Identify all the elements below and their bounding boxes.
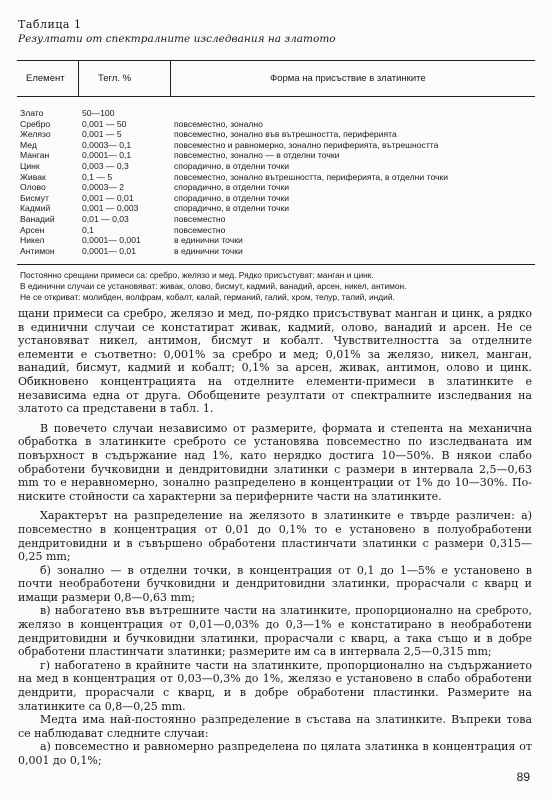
table-cell-content: 0,0003— 0,1 xyxy=(82,139,132,150)
table-label: Таблица 1 xyxy=(18,18,82,31)
table-notes xyxy=(20,270,532,302)
table-row xyxy=(20,203,532,214)
table-header-content: Тегл. % xyxy=(98,73,132,84)
table-row xyxy=(20,129,532,140)
table-cell-form: спорадично, в отделни точки xyxy=(174,160,289,171)
table-cell-form: повсеместно, зонално вътрешността, периферията, в отделни точки xyxy=(174,171,449,182)
table-cell-content: 0,0001— 0,01 xyxy=(82,245,136,256)
table-row xyxy=(20,108,532,119)
table-row xyxy=(20,140,532,151)
table-note: Постоянно срещани примеси са: сребро, желязо и мед. Рядко присъстуват: манган и цинк. xyxy=(20,270,374,280)
table-row xyxy=(20,182,532,193)
table-row xyxy=(20,235,532,246)
table-cell-content: 0,001 — 50 xyxy=(82,118,127,129)
table-cell-form: спорадично, в отделни точки xyxy=(174,182,289,193)
paragraph: а) повсеместно и равномерно разпределена по цялата златинка в концентрация от 0,001 до 0,1%; xyxy=(18,740,532,767)
table-cell-element: Бисмут xyxy=(20,192,49,203)
table-cell-element: Манган xyxy=(20,150,50,161)
table-cell-content: 0,1 — 5 xyxy=(82,171,113,182)
table-row xyxy=(20,161,532,172)
table-cell-element: Антимон xyxy=(20,245,55,256)
table-row xyxy=(20,246,532,257)
table-cell-content: 0,001 — 0,01 xyxy=(82,192,134,203)
table-cell-form: повсеместно и равномерно, зонално периферията, вътрешността xyxy=(174,139,439,150)
table-cell-content: 0,0003— 2 xyxy=(82,182,125,193)
table-body xyxy=(20,108,532,256)
paragraph: в) набогатено във вътрешните части на златинките, пропорционално на среброто, желязо в концентрация от 0,01—0,03% до 0,3—1% е констатирано в необработени дендритовидни и бучковидни златинки, прорасчали с кварц, а така също и в добре обработени пластинчати златинки; размерите им са в интервала 2,5—0,315 mm; xyxy=(18,604,532,659)
table-caption: Резултати от спектралните изследвания на златото xyxy=(18,33,336,45)
table-top-rule xyxy=(17,60,535,61)
paragraph: Медта има най-постоянно разпределение в състава на златинките. Въпреки това се наблюдават следните случаи: xyxy=(18,713,532,740)
table-cell-form: повсеместно, зонално — в отделни точки xyxy=(174,150,340,161)
table-cell-element: Злато xyxy=(20,108,44,118)
table-cell-element: Желязо xyxy=(20,129,51,140)
table-header-rule xyxy=(17,96,535,97)
table-cell-content: 0,01 — 0,03 xyxy=(82,213,129,224)
paragraph: Характерът на разпределение на желязото в златинките е твърде различен: а) повсеместно в концентрация от 0,01 до 0,1% то е установено в полуобработени дендритовидни и в съвършено обработени пластинчати златинки с размери 0,315—0,25 mm; xyxy=(18,509,532,564)
table-row xyxy=(20,119,532,130)
paragraph: г) набогатено в крайните части на златинките, пропорционално на съдържанието на мед в концентрация от 0,03—0,3% до 1%, желязо е установено в слабо обработени дендрити, прорасчали с кварц, и в добре обработени пластинки. Размерите на златинките са 0,8—0,25 mm. xyxy=(18,658,532,713)
table-cell-element: Никел xyxy=(20,235,45,246)
table-row xyxy=(20,150,532,161)
table-cell-form: спорадично, в отделни точки xyxy=(174,203,289,214)
table-header-form: Форма на присъствие в златинките xyxy=(270,73,426,84)
table-row xyxy=(20,214,532,225)
table-cell-content: 0,0001— 0,1 xyxy=(82,150,132,161)
table-cell-form: повсеместно, зонално във вътрешността, периферията xyxy=(174,129,397,140)
table-cell-element: Живак xyxy=(20,171,46,182)
table-cell-element: Олово xyxy=(20,182,46,193)
paragraph: В повечето случаи независимо от размерите, формата и степента на механична обработка в златинките среброто се установява повсеместно по изследваната им повърхност в съдържание над 1%, като нерядко достига 10—50%. В някои слабо обработени бучковидни и дендритовидни златинки с размери в интервала 2,5—0,63 mm то е неравномерно, зонално разпределено в концентрации от 1% до 10—30%. По-ниските стойности са характерни за периферните части на златинките. xyxy=(18,421,532,503)
table-row xyxy=(20,193,532,204)
table-col-divider-2 xyxy=(170,60,171,96)
table-row xyxy=(20,172,532,183)
body-text xyxy=(18,307,532,768)
table-cell-content: 0,001 — 5 xyxy=(82,129,122,140)
table-bottom-rule xyxy=(17,264,535,265)
table-cell-form: в единични точки xyxy=(174,245,243,256)
table-cell-element: Цинк xyxy=(20,160,40,171)
table-col-divider-1 xyxy=(78,60,79,96)
table-row xyxy=(20,225,532,236)
table-cell-element: Ванадий xyxy=(20,213,55,224)
table-cell-content: 0,001 — 0,003 xyxy=(82,203,139,214)
table-cell-form: повсеместно xyxy=(174,213,226,224)
page-number: 89 xyxy=(516,770,530,784)
table-cell-element: Кадмий xyxy=(20,203,51,214)
paragraph: щани примеси са сребро, желязо и мед, по-рядко присъствуват манган и цинк, а рядко в единични случаи се констатират живак, кадмий, олово, ванадий и арсен. Не се установяват никел, антимон, бисмут и кобалт. Чувствителността за отделните елементи е съответно: 0,001% за сребро и мед; 0,01% за желязо, никел, манган, ванадий, бисмут, кадмий и кобалт; 0,1% за арсен, живак, антимон, олово и цинк. Обикновено концентрацията на отделните елементи-примеси в златинките е независима една от друга. Обобщените резултати от спектралните изследвания на златото са представени в табл. 1. xyxy=(18,307,532,416)
table-cell-element: Сребро xyxy=(20,118,51,129)
table-cell-content: 50—100 xyxy=(82,108,115,118)
table-cell-form xyxy=(174,108,532,119)
table-cell-content: 0,003 — 0,3 xyxy=(82,160,129,171)
paragraph: б) зонално — в отделни точки, в концентрация от 0,1 до 1—5% е установено в почти необработени бучковидни и дендритовидни златинки, прорасчали с кварц и имащи размери 0,8—0,63 mm; xyxy=(18,563,532,604)
table-cell-content: 0,0001— 0,001 xyxy=(82,235,141,246)
table-cell-content: 0,1 xyxy=(82,224,94,235)
table-cell-form: повсеместно xyxy=(174,224,226,235)
table-note: В единични случаи се установяват: живак, олово, бисмут, кадмий, ванадий, арсен, никел, антимон. xyxy=(20,280,407,291)
table-header-element: Елемент xyxy=(26,73,65,84)
table-cell-form: повсеместно, зонално xyxy=(174,118,263,129)
table-cell-element: Арсен xyxy=(20,224,45,235)
table-cell-form: в единични точки xyxy=(174,235,243,246)
table-cell-form: спорадично, в отделни точки xyxy=(174,192,289,203)
table-note: Не се откриват: молибден, волфрам, кобалт, калай, германий, галий, хром, телур, талий, индий. xyxy=(20,291,395,302)
table-cell-element: Мед xyxy=(20,139,37,150)
